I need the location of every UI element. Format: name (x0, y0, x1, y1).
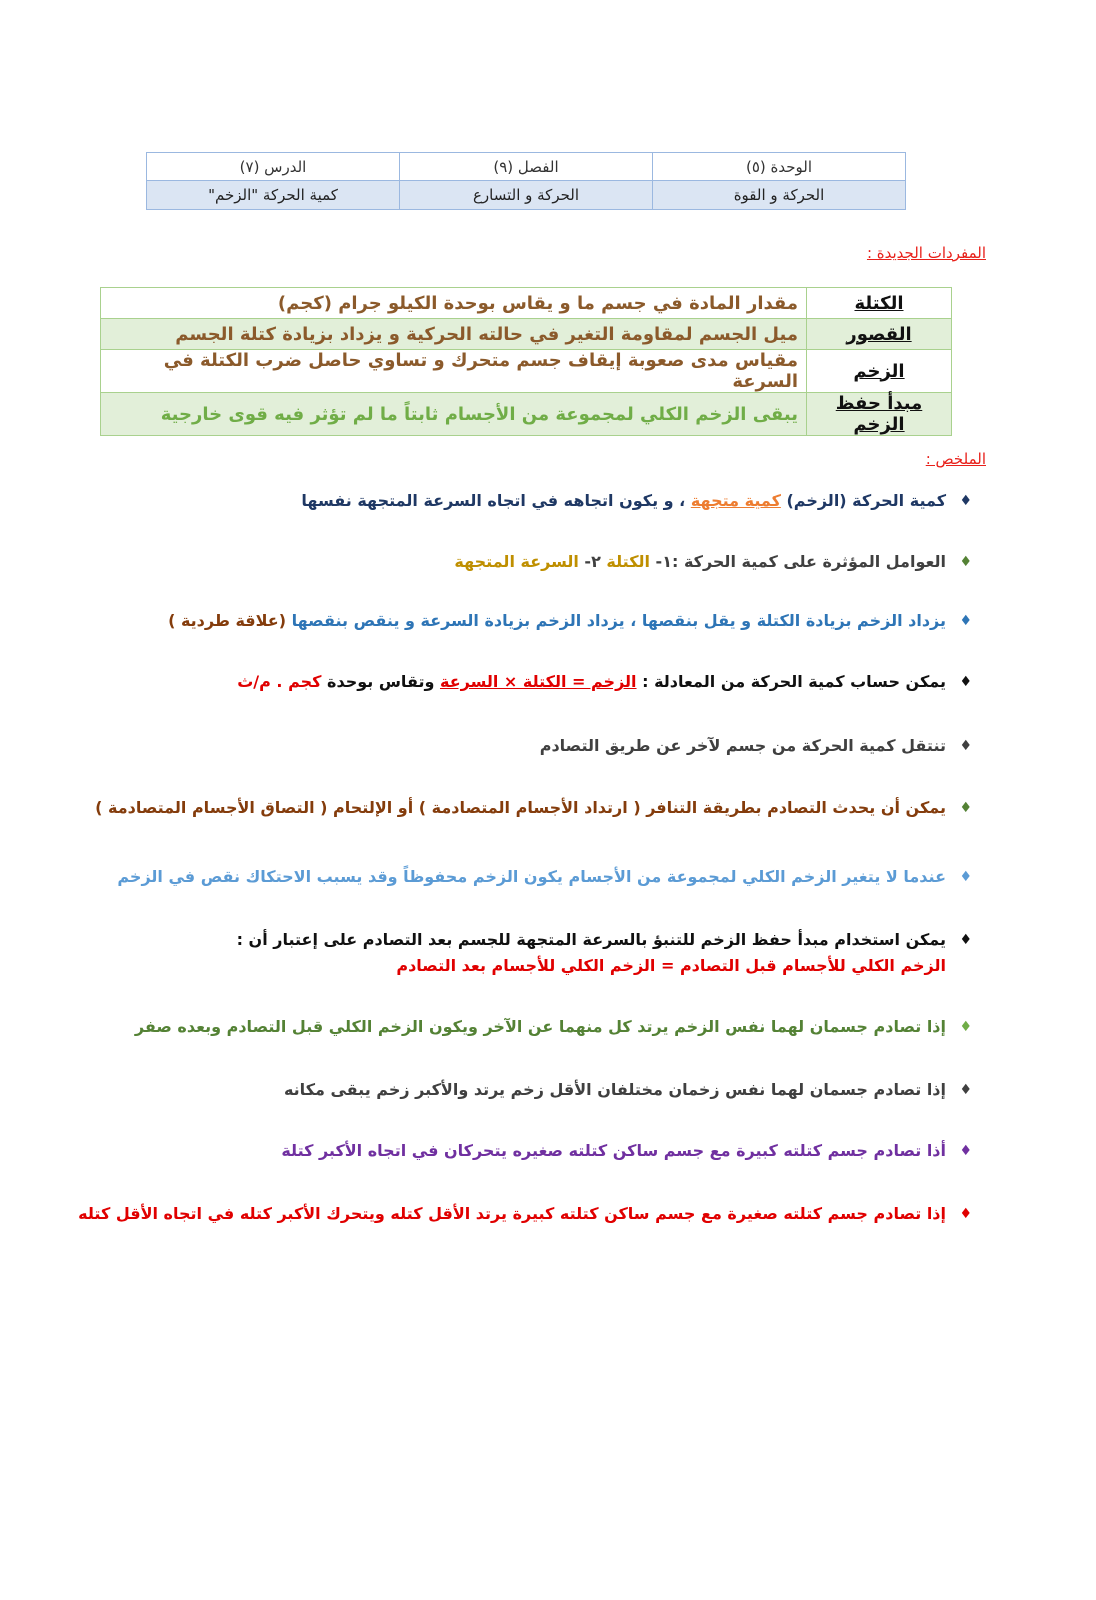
lesson-title: كمية الحركة "الزخم" (147, 181, 400, 210)
diamond-bullet-icon: ♦ (959, 1143, 972, 1159)
bullet-text: عندما لا يتغير الزخم الكلي لمجموعة من الأجسام يكون الزخم محفوظاً وقد يسبب الاحتكاك نقص في الزخم (117, 867, 946, 886)
bullet-text: تنتقل كمية الحركة من جسم لآخر عن طريق التصادم (539, 736, 946, 755)
bullet-text: أذا تصادم جسم كتلته كبيرة مع جسم ساكن كتلته صغيره يتحركان في اتجاه الأكبر كتلة (281, 1141, 946, 1160)
diamond-bullet-icon: ♦ (959, 1082, 972, 1098)
bullet-text: ، و يكون اتجاهه في اتجاه السرعة المتجهة نفسها (301, 491, 691, 510)
diamond-bullet-icon: ♦ (959, 613, 972, 629)
bullet-text: إذا تصادم جسم كتلته صغيرة مع جسم ساكن كتلته كبيرة يرتد الأقل كتله ويتحرك الأكبر كتله في اتجاه الأقل كتله (78, 1204, 946, 1223)
chapter-label: الفصل (٩) (400, 153, 653, 181)
diamond-bullet-icon: ♦ (959, 674, 972, 690)
diamond-bullet-icon: ♦ (959, 1206, 972, 1222)
summary-bullet (70, 927, 972, 979)
bullet-text: إذا تصادم جسمان لهما نفس زخمان مختلفان الأقل زخم يرتد والأكبر زخم يبقى مكانه (283, 1080, 946, 1099)
vocab-term: الكتلة (807, 288, 952, 319)
vocab-definition: مقياس مدى صعوبة إيقاف جسم متحرك و تساوي حاصل ضرب الكتلة في السرعة (101, 350, 807, 393)
lesson-label: الدرس (٧) (147, 153, 400, 181)
vocab-term: القصور (807, 319, 952, 350)
diamond-bullet-icon: ♦ (959, 869, 972, 885)
bullet-highlight: كمية متجهة (690, 491, 781, 510)
bullet-highlight: (علاقة طردية ) (168, 611, 287, 630)
diamond-bullet-icon: ♦ (959, 493, 972, 509)
vocab-term: مبدأ حفظ الزخم (807, 393, 952, 436)
summary-title: الملخص : (925, 450, 986, 468)
vocab-row (101, 288, 952, 319)
diamond-bullet-icon: ♦ (959, 932, 972, 948)
summary-bullet (70, 488, 972, 514)
diamond-bullet-icon: ♦ (959, 554, 972, 570)
vocab-row (101, 350, 952, 393)
diamond-bullet-icon: ♦ (959, 800, 972, 816)
bullet-unit: كجم . م/ث (237, 672, 322, 691)
summary-bullet (70, 864, 972, 890)
unit-label: الوحدة (٥) (653, 153, 906, 181)
bullet-text: إذا تصادم جسمان لهما نفس الزخم يرتد كل منهما عن الآخر ويكون الزخم الكلي قبل التصادم وبعده صفر (134, 1017, 946, 1036)
bullet-highlight: السرعة المتجهة (454, 552, 579, 571)
bullet-text: العوامل المؤثرة على كمية الحركة :١- (649, 552, 946, 571)
summary-bullet (70, 1014, 972, 1040)
chapter-title: الحركة و التسارع (400, 181, 653, 210)
vocab-term: الزخم (807, 350, 952, 393)
unit-title: الحركة و القوة (653, 181, 906, 210)
summary-bullet (70, 733, 972, 759)
bullet-highlight: الزخم الكلي للأجسام قبل التصادم = الزخم الكلي للأجسام بعد التصادم (396, 956, 946, 975)
diamond-bullet-icon: ♦ (959, 1019, 972, 1035)
summary-bullet (70, 795, 972, 821)
summary-bullet (70, 669, 972, 695)
vocab-row (101, 393, 952, 436)
diamond-bullet-icon: ♦ (959, 738, 972, 754)
vocab-title: المفردات الجديدة : (866, 244, 986, 262)
summary-bullet (70, 1077, 972, 1103)
bullet-equation: الزخم = الكتلة × السرعة (439, 672, 637, 691)
lesson-header-table (146, 152, 906, 210)
bullet-text: يمكن استخدام مبدأ حفظ الزخم للتنبؤ بالسرعة المتجهة للجسم بعد التصادم على إعتبار أن : (236, 930, 946, 949)
vocab-definition: يبقى الزخم الكلي لمجموعة من الأجسام ثابتاً ما لم تؤثر فيه قوى خارجية (101, 393, 807, 436)
summary-bullet (70, 1138, 972, 1164)
summary-bullet (70, 1201, 972, 1227)
vocab-table (100, 287, 952, 436)
vocab-row (101, 319, 952, 350)
summary-bullet (70, 549, 972, 575)
bullet-text: كمية الحركة (الزخم) (780, 491, 946, 510)
summary-bullet (70, 608, 972, 634)
bullet-highlight: الكتلة (606, 552, 650, 571)
vocab-definition: ميل الجسم لمقاومة التغير في حالته الحركية و يزداد بزيادة كتلة الجسم (101, 319, 807, 350)
bullet-text: ٢- (578, 552, 607, 571)
bullet-text: يمكن أن يحدث التصادم بطريقة التنافر ( ارتداد الأجسام المتصادمة ) أو الإلتحام ( التصاق الأجسام المتصادمة ) (95, 798, 946, 817)
bullet-text: يزداد الزخم بزيادة الكتلة و يقل بنقصها ، يزداد الزخم بزيادة السرعة و ينقص بنقصها (286, 611, 946, 630)
bullet-text: يمكن حساب كمية الحركة من المعادلة : (636, 672, 946, 691)
bullet-text: وتقاس بوحدة (321, 672, 440, 691)
vocab-definition: مقدار المادة في جسم ما و يقاس بوحدة الكيلو جرام (كجم) (101, 288, 807, 319)
